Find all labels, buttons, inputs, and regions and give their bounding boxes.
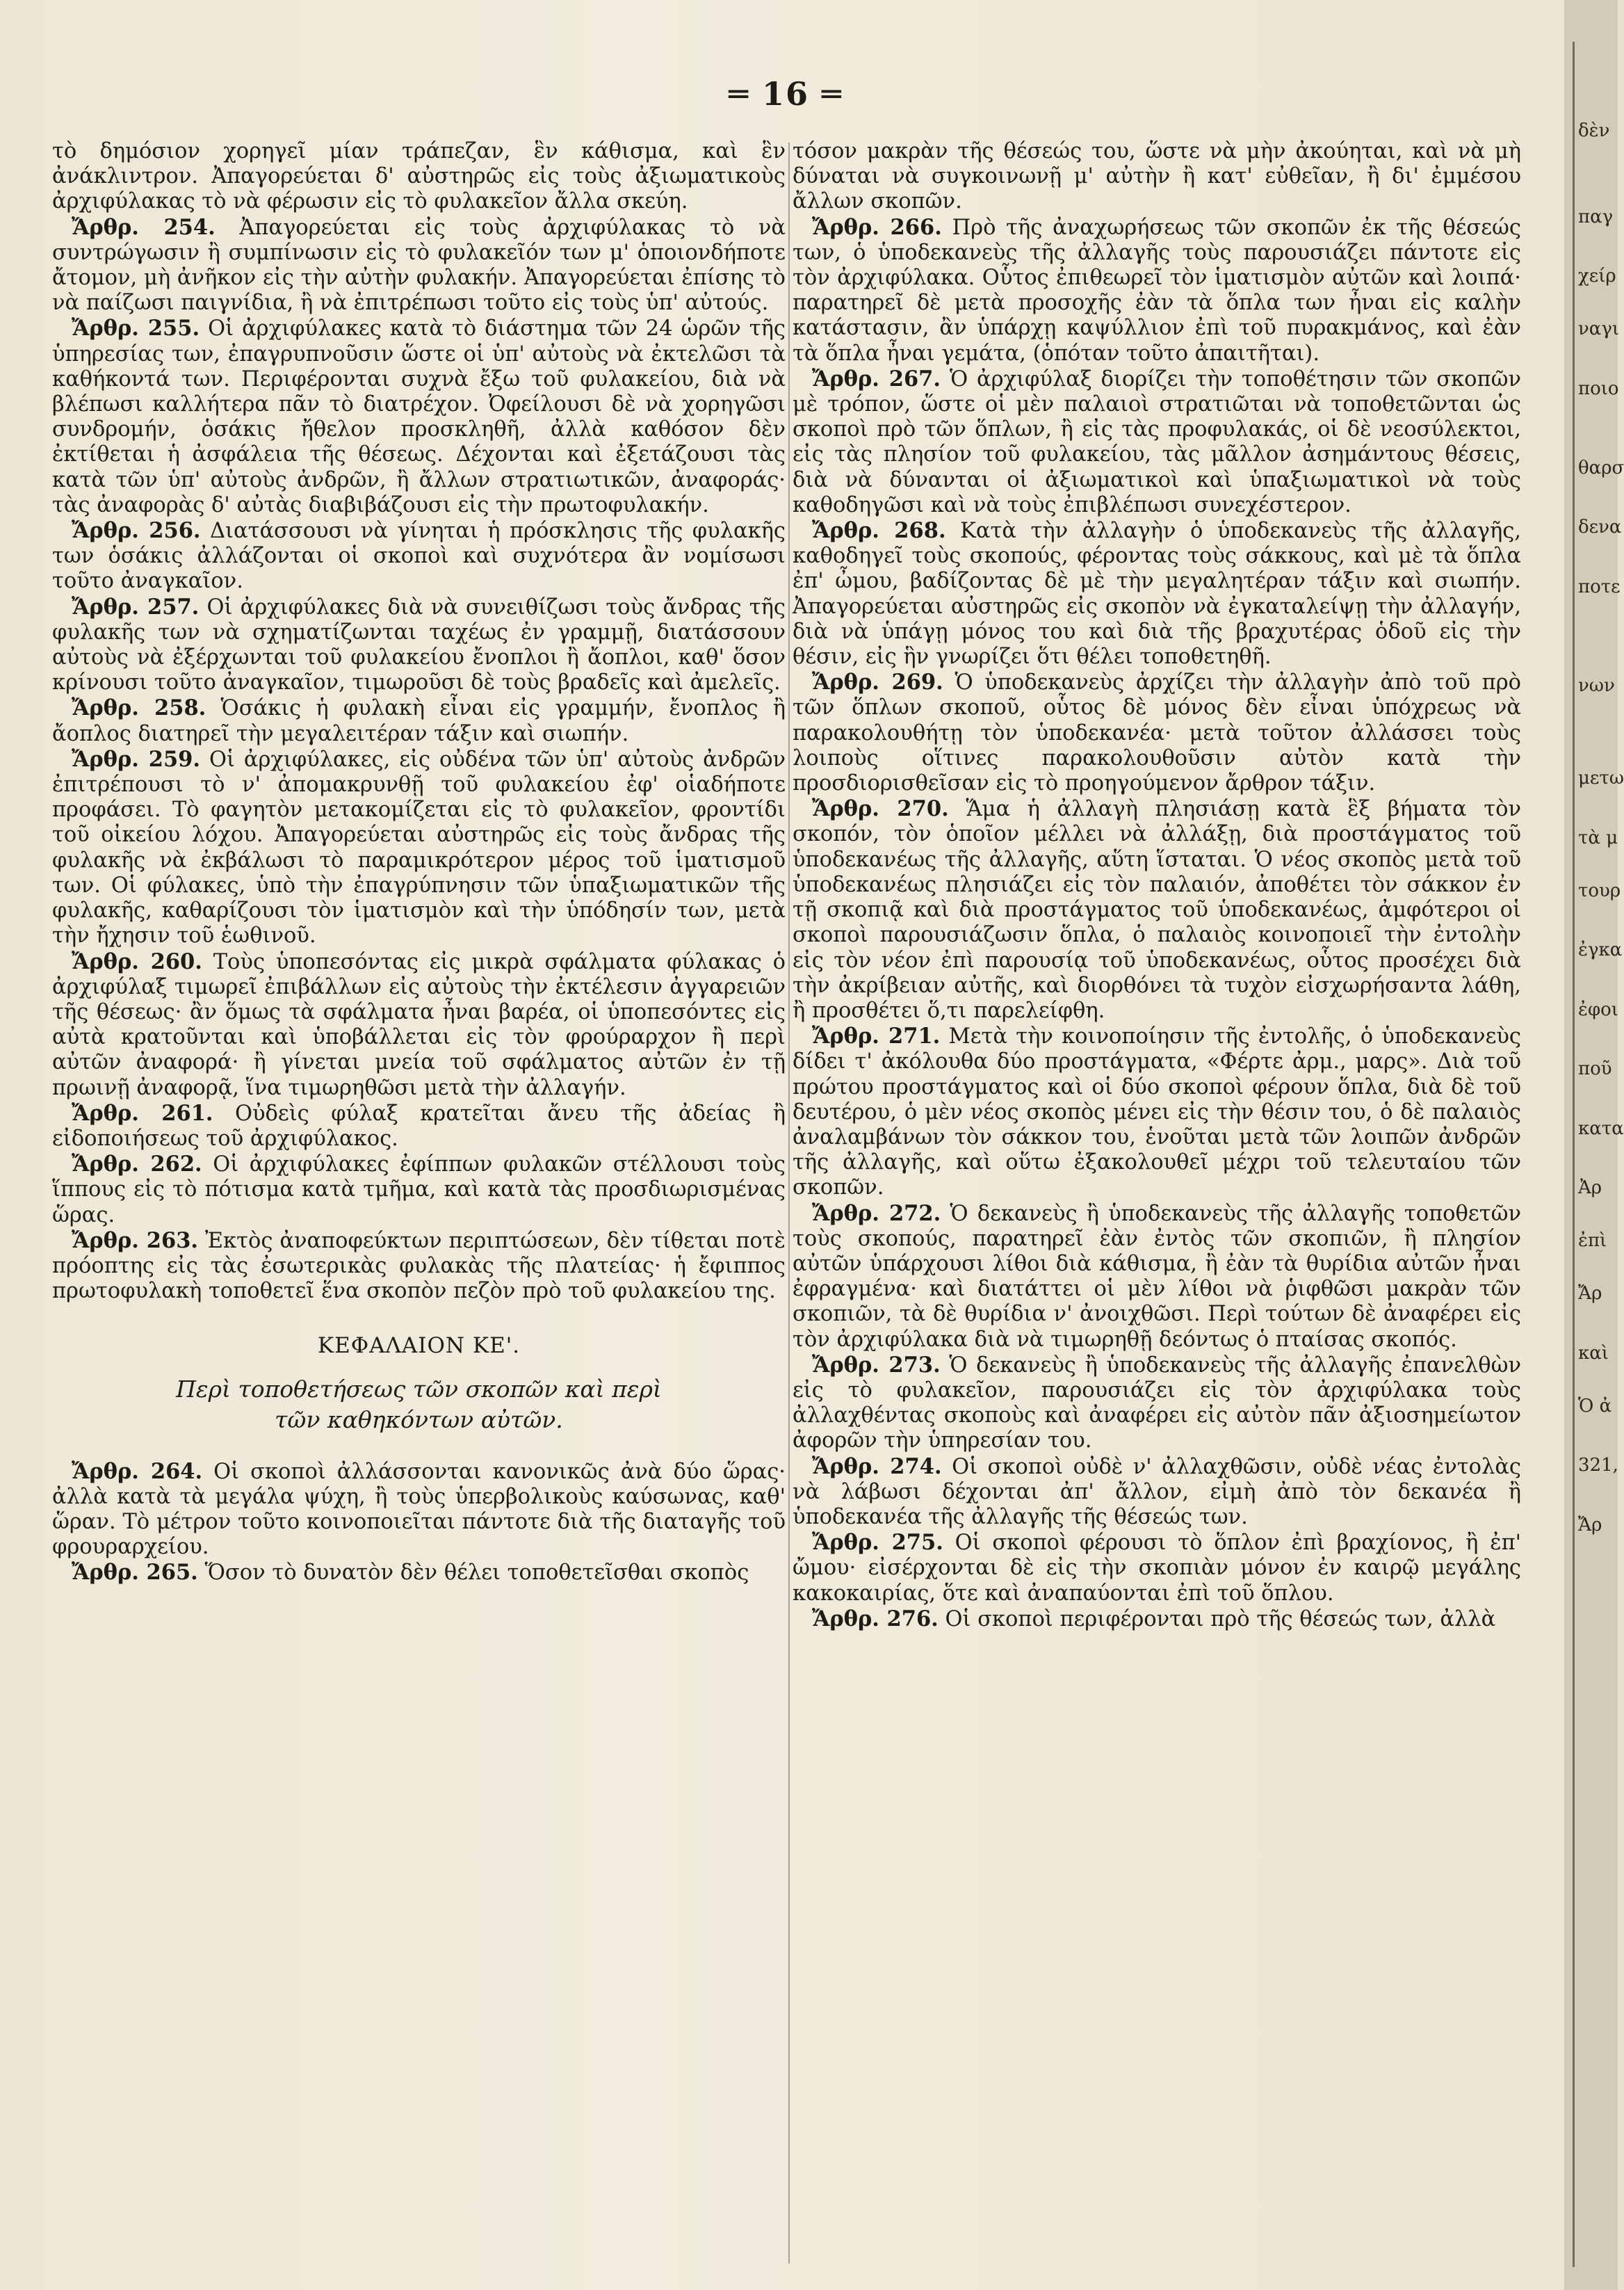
article-paragraph — [52, 316, 786, 518]
adjacent-page-fragment: Ἀρ — [1578, 1177, 1602, 1198]
article-number: Ἄρθρ. 259. — [72, 746, 201, 772]
article-number: Ἄρθρ. 256. — [72, 518, 201, 544]
article-number: Ἄρθρ. 267. — [812, 366, 941, 392]
article-text: Ἅμα ἡ ἀλλαγὴ πλησιάσῃ κατὰ ἓξ βήματα τὸν σκοπόν, τὸν ὁποῖον μέλλει νὰ ἀλλάξῃ, διὰ προστάγματος τοῦ ὑποδεκανέως τῆς ἀλλαγῆς, αὕτη ἵσταται. Ὁ νέος σκοπὸς μετὰ τοῦ ὑποδεκανέως πλησιάζει εἰς τὸν παλαιόν, ἀποθέτει τὸν σάκκον ἐν τῇ σκοπιᾷ καὶ διὰ προστάγματος τοῦ ὑποδεκανέως, ἀμφότεροι οἱ σκοποὶ παρουσιάζωσιν ὅπλα, ὁ παλαιὸς κοινοποιεῖ τὴν ἐντολὴν εἰς τὸν νέον ἐπὶ παρουσίᾳ τοῦ ὑποδεκανέως, οὗτος προσέχει διὰ τὴν ἀκρίβειαν αὐτῆς, καὶ διορθόνει τὰ τυχὸν εἰσχωρήσαντα λάθη, ἢ προσθέτει ὅ,τι παρελείφθη. — [793, 797, 1521, 1023]
article-paragraph — [52, 1152, 786, 1228]
article-number: Ἄρθρ. 255. — [72, 316, 200, 341]
article-text: Οἱ ἀρχιφύλακες ἐφίππων φυλακῶν στέλλουσι τοὺς ἵππους εἰς τὸ πότισμα κατὰ τμῆμα, καὶ κατὰ τὰς προσδιωρισμένας ὥρας. — [52, 1152, 786, 1227]
adjacent-page-fragment: Ὁ ἀ — [1578, 1395, 1612, 1417]
article-paragraph — [793, 1530, 1521, 1606]
article-number: Ἄρθρ. 262. — [72, 1152, 202, 1177]
article-number: Ἄρθρ. 265. — [72, 1560, 198, 1586]
adjacent-page-fragment: νων — [1578, 675, 1615, 696]
article-number: Ἄρθρ. 260. — [72, 949, 202, 974]
article-text: Διατάσσουσι νὰ γίνηται ἡ πρόσκλησις τῆς φυλακῆς των ὁσάκις ἀλλάζονται οἱ σκοποὶ καὶ συχνότερα ἂν νομίσωσι τοῦτο ἀναγκαῖον. — [52, 519, 786, 594]
article-paragraph — [793, 1454, 1521, 1531]
article-text: Μετὰ τὴν κοινοποίησιν τῆς ἐντολῆς, ὁ ὑποδεκανεὺς δίδει τ' ἀκόλουθα δύο προστάγματα, «Φέρτε ἀρμ., μαρς». Διὰ τοῦ πρώτου προστάγματος καὶ οἱ δύο σκοποὶ φέρουν ὅπλα, διὰ δὲ τοῦ δευτέρου, ὁ μὲν νέος σκοπὸς μένει εἰς τὴν θέσιν του, ὁ δὲ παλαιὸς ἀναλαμβάνων τὸν σάκκον του, ἑνοῦται μετὰ τῶν λοιπῶν ἀνδρῶν τῆς ἀλλαγῆς, καὶ οὕτω ἐξακολουθεῖ μέχρι τοῦ τελευταίου τῶν σκοπῶν. — [793, 1024, 1521, 1200]
right-intro-paragraph: τόσον μακρὰν τῆς θέσεώς του, ὥστε νὰ μὴν ἀκούηται, καὶ νὰ μὴ δύναται νὰ συγκοινωνῇ μ' αὐτὴν ἢ κατ' εὐθεῖαν, ἢ δι' ἐμμέσου ἄλλων σκοπῶν. — [793, 139, 1521, 214]
adjacent-page-fragment: τὰ μ — [1578, 827, 1618, 848]
article-paragraph — [52, 215, 786, 316]
article-number: Ἄρθρ. 257. — [72, 594, 200, 620]
adjacent-page-fragment: μετω — [1578, 768, 1624, 789]
article-paragraph — [52, 518, 786, 595]
article-text: Πρὸ τῆς ἀναχωρήσεως τῶν σκοπῶν ἐκ τῆς θέσεώς των, ὁ ὑποδεκανεὺς τῆς ἀλλαγῆς τοὺς παρουσιάζει πάντοτε εἰς τὸν ἀρχιφύλακα. Οὗτος ἐπιθεωρεῖ τὸν ἱματισμὸν αὐτῶν καὶ λοιπά· παρατηρεῖ δὲ μετὰ προσοχῆς ἐὰν τὰ ὅπλα των ἦναι εἰς καλὴν κατάστασιν, ἂν ὑπάρχῃ καψύλλιον ἐπὶ τοῦ πυρακμάνος, καὶ ἐὰν τὰ ὅπλα ἦναι γεμάτα, (ὁπόταν τοῦτο ἀπαιτῆται). — [793, 215, 1521, 366]
adjacent-page-fragment: κατα — [1578, 1118, 1624, 1139]
article-text: Ὁ ἀρχιφύλαξ διορίζει τὴν τοποθέτησιν τῶν σκοπῶν μὲ τρόπον, ὥστε οἱ μὲν παλαιοὶ στρατιῶται νὰ τοποθετῶνται ὡς σκοποὶ πρὸ τῶν ὅπλων, ἢ εἰς τὰς προφυλακάς, οἱ δὲ νεοσύλεκτοι, εἰς τὰς πλησίον τοῦ φυλακείου, τὰς μᾶλλον ἀσημάντους θέσεις, διὰ νὰ δύνανται οἱ ἀξιωματικοὶ καὶ ὑπαξιωματικοὶ νὰ τοὺς καθοδηγῶσι καὶ νὰ τοὺς ἐπιβλέπωσι συνεχέστερον. — [793, 366, 1521, 517]
article-number: Ἄρθρ. 264. — [72, 1458, 203, 1484]
column-divider — [788, 143, 790, 2264]
article-number: Ἄρθρ. 263. — [72, 1227, 199, 1253]
article-paragraph — [793, 1201, 1521, 1353]
adjacent-page-fragment: χείρ — [1578, 266, 1616, 287]
article-paragraph — [793, 518, 1521, 670]
article-text: Ἐκτὸς ἀναποφεύκτων περιπτώσεων, δὲν τίθεται ποτὲ πρόοπτης εἰς τὰς ἐσωτερικὰς φυλακὰς τῆς πλατείας· ἡ ἔφιππος πρωτοφυλακὴ τοποθετεῖ ἕνα σκοπὸν πεζὸν πρὸ τοῦ φυλακείου της. — [52, 1228, 786, 1304]
adjacent-page-fragment: δενα — [1578, 517, 1622, 538]
adjacent-page-fragment: δὲν — [1578, 120, 1610, 141]
article-paragraph — [793, 366, 1521, 518]
article-paragraph — [52, 1459, 786, 1561]
article-text: Οἱ ἀρχιφύλακες, εἰς οὐδένα τῶν ὑπ' αὐτοὺς ἀνδρῶν ἐπιτρέπουσι τὸ ν' ἀπομακρυνθῇ τοῦ φυλακείου ἐφ' οἱαδήποτε προφάσει. Τὸ φαγητὸν μετακομίζεται εἰς τὸ φυλακεῖον, φροντίδι τοῦ οἰκείου λόχου. Ἀπαγορεύεται αὐστηρῶς εἰς τοὺς ἄνδρας τῆς φυλακῆς νὰ ἐκβάλωσι τὸ παραμικρότερον μέρος τοῦ ἱματισμοῦ των. Οἱ φύλακες, ὑπὸ τὴν ἐπαγρύπνησιν τῶν ὑπαξιωματικῶν τῆς φυλακῆς, καθαρίζουσι τὸν ἱματισμὸν καὶ τὴν ὑπόδησίν των, μετὰ τὴν ἤχησιν τοῦ ἑωθινοῦ. — [52, 747, 786, 949]
adjacent-page-fragment: καὶ — [1578, 1342, 1609, 1364]
article-paragraph — [52, 949, 786, 1101]
article-text: Οἱ σκοποὶ ἀλλάσσονται κανονικῶς ἀνὰ δύο ὥρας· ἀλλὰ κατὰ τὰ μεγάλα ψύχη, ἢ τοὺς ὑπερβολικοὺς καύσωνας, καθ' ὥραν. Τὸ μέτρον τοῦτο κοινοποιεῖται πάντοτε διὰ τῆς διαταγῆς τοῦ φρουραρχείου. — [52, 1459, 786, 1560]
adjacent-page-fragment: παγ — [1578, 206, 1614, 227]
right-articles — [793, 215, 1521, 1632]
adjacent-page-fragment: ποτε — [1578, 576, 1621, 597]
article-number: Ἄρθρ. 270. — [812, 796, 949, 822]
article-paragraph — [52, 595, 786, 696]
article-number: Ἄρθρ. 272. — [812, 1200, 941, 1226]
left-articles-after — [52, 1459, 786, 1586]
chapter-subtitle-line-1: Περὶ τοποθετήσεως τῶν σκοπῶν καὶ περὶ — [176, 1375, 662, 1403]
article-paragraph — [52, 1228, 786, 1305]
article-number: Ἄρθρ. 268. — [812, 518, 946, 544]
article-text: Ὁσάκις ἡ φυλακὴ εἶναι εἰς γραμμήν, ἔνοπλος ἢ ἄοπλος διατηρεῖ τὴν μεγαλειτέραν τάξιν καὶ σιωπήν. — [52, 696, 786, 746]
article-paragraph — [52, 695, 786, 746]
article-text: Οἱ σκοποὶ φέρουσι τὸ ὅπλον ἐπὶ βραχίονος, ἢ ἐπ' ὤμου· εἰσέρχονται δὲ εἰς τὴν σκοπιὰν μόνον ἐν καιρῷ μεγάλης κακοκαιρίας, ὅτε καὶ ἀναπαύονται ἐπὶ τοῦ ὅπλου. — [793, 1531, 1521, 1606]
left-articles-before — [52, 215, 786, 1305]
adjacent-page-fragment: Ἄρ — [1578, 1283, 1602, 1304]
article-paragraph — [52, 1101, 786, 1152]
article-paragraph — [52, 747, 786, 949]
article-paragraph — [793, 215, 1521, 366]
article-text: Κατὰ τὴν ἀλλαγὴν ὁ ὑποδεκανεὺς τῆς ἀλλαγῆς, καθοδηγεῖ τοὺς σκοπούς, φέροντας τοὺς σάκκους, καὶ μὲ τὰ ὅπλα ἐπ' ὦμου, βαδίζοντας δὲ μὲ τὴν μεγαλητέραν τάξιν καὶ σιωπήν. Ἀπαγορεύεται αὐστηρῶς εἰς σκοπὸν νὰ ἐγκαταλείψῃ τὴν ἀλλαγήν, διὰ νὰ ὑπάγῃ μόνος του καὶ διὰ τῆς βραχυτέρας ὁδοῦ εἰς τὴν θέσιν, εἰς ἣν γνωρίζει ὅτι θέλει τοποθετηθῆ. — [793, 519, 1521, 670]
article-text: Τοὺς ὑποπεσόντας εἰς μικρὰ σφάλματα φύλακας ὁ ἀρχιφύλαξ τιμωρεῖ ἐπιβάλλων εἰς αὐτοὺς τὴν ἐκτέλεσιν ἀγγαρειῶν τῆς θέσεως· ἂν ὅμως τὰ σφάλματα ἦναι βαρέα, οἱ ὑποπεσόντες εἰς αὐτὰ κρατοῦνται καὶ ὑποβάλλεται εἰς τὸν φρούραρχον ἢ περὶ αὐτῶν ἀναφορά· ἢ γίνεται μνεία τοῦ σφάλματος αὐτῶν ἐν τῇ πρωινῇ ἀναφορᾷ, ἵνα τιμωρηθῶσι μετὰ τὴν ἀλλαγήν. — [52, 949, 786, 1100]
article-paragraph — [793, 670, 1521, 796]
chapter-subtitle — [52, 1374, 786, 1435]
article-text: Ὁ δεκανεὺς ἢ ὑποδεκανεὺς τῆς ἀλλαγῆς τοποθετῶν τοὺς σκοπούς, παρατηρεῖ ἐὰν ἐντὸς τῶν σκοπιῶν, ἢ πλησίον αὐτῶν ὑπάρχουσι λίθοι διὰ κάθισμα, ἢ ἐὰν τὰ θυρίδια αὐτῶν ἦναι ἐφραγμένα· καὶ διατάττει οἱ μὲν λίθοι νὰ ῥιφθῶσι μακρὰν τῶν σκοπιῶν, τὰ δὲ θυρίδια ν' ἀνοιχθῶσι. Περὶ τούτων δὲ ἀναφέρει εἰς τὸν ἀρχιφύλακα διὰ νὰ τιμωρηθῇ δεόντως ὁ πταίσας σκοπός. — [793, 1201, 1521, 1352]
chapter-subtitle-line-2: τῶν καθηκόντων αὐτῶν. — [275, 1405, 563, 1433]
left-intro-paragraph: τὸ δημόσιον χορηγεῖ μίαν τράπεζαν, ἓν κάθισμα, καὶ ἓν ἀνάκλιντρον. Ἀπαγορεύεται δ' αὐστηρῶς εἰς τοὺς ἀξιωματικοὺς ἀρχιφύλακας τὸ νὰ φέρωσιν εἰς τὸ φυλακεῖον ἄλλα σκεύη. — [52, 139, 786, 214]
article-paragraph — [793, 1606, 1521, 1632]
adjacent-page-fragment: θαρσ — [1578, 457, 1624, 478]
adjacent-page-fragment: ναγι — [1578, 318, 1620, 339]
left-column — [52, 139, 786, 1586]
article-text: Οἱ ἀρχιφύλακες κατὰ τὸ διάστημα τῶν 24 ὡρῶν τῆς ὑπηρεσίας των, ἐπαγρυπνοῦσιν ὥστε οἱ ὑπ' αὐτοὺς νὰ ἐκτελῶσι τὰ καθήκοντά των. Περιφέρονται συχνὰ ἔξω τοῦ φυλακείου, διὰ νὰ βλέπωσι καλλήτερα πᾶν τὸ διατρέχον. Ὀφείλουσι δὲ νὰ χορηγῶσι συνδρομήν, ὁσάκις ἤθελον προσκληθῆ, ἀλλὰ καθόσον δὲν ἐκτίθεται ἡ ἀσφάλεια τῆς θέσεως. Δέχονται καὶ ἐξετάζουσι τὰς κατὰ τῶν ὑπ' αὐτοὺς ἀνδρῶν, ἢ ἄλλων στρατιωτικῶν, ἀναφοράς· τὰς ἀναφορὰς δ' αὐτὰς διαβιβάζουσι εἰς τὴν πρωτοφυλακήν. — [52, 316, 786, 517]
adjacent-page-fragment: ποιο — [1578, 378, 1619, 399]
article-number: Ἄρθρ. 254. — [72, 214, 216, 240]
article-text: Ὅσον τὸ δυνατὸν δὲν θέλει τοποθετεῖσθαι σκοπὸς — [204, 1561, 749, 1586]
article-text: Ἀπαγορεύεται εἰς τοὺς ἀρχιφύλακας τὸ νὰ συντρώγωσιν ἢ συμπίνωσιν εἰς τὸ φυλακεῖόν των μ' ὁποιονδήποτε ἄτομον, μὴ ἀνῆκον εἰς τὴν αὐτὴν φυλακήν. Ἀπαγορεύεται ἐπίσης τὸ νὰ παίζωσι παιγνίδια, ἢ νὰ ἐπιτρέπωσι τοῦτο εἰς τοὺς ὑπ' αὐτούς. — [52, 215, 786, 316]
article-number: Ἄρθρ. 273. — [812, 1352, 941, 1378]
article-number: Ἄρθρ. 266. — [812, 214, 942, 240]
adjacent-page-fragment: ἐφοι — [1578, 999, 1619, 1020]
article-text: Οἱ σκοποὶ περιφέρονται πρὸ τῆς θέσεώς των, ἀλλὰ — [945, 1606, 1496, 1631]
article-number: Ἄρθρ. 271. — [812, 1024, 941, 1049]
article-text: Οἱ ἀρχιφύλακες διὰ νὰ συνειθίζωσι τοὺς ἄνδρας τῆς φυλακῆς των νὰ σχηματίζωνται ταχέως ἐν γραμμῇ, διατάσσουν αὐτοὺς νὰ ἐξέρχωνται τοῦ φυλακείου ἔνοπλοι ἢ ἄοπλοι, καθ' ὅσον κρίνουσι τοῦτο ἀναγκαῖον, τιμωροῦσι δὲ τοὺς βραδεῖς καὶ ἀμελεῖς. — [52, 595, 786, 695]
page-number: ═ 16 ═ — [729, 75, 843, 113]
adjacent-page-fragment: ἐγκα — [1578, 940, 1623, 960]
chapter-title: ΚΕΦΑΛΑΙΟΝ ΚΕ'. — [317, 1333, 521, 1359]
article-number: Ἄρθρ. 269. — [812, 670, 943, 695]
article-number: Ἄρθρ. 274. — [812, 1453, 942, 1479]
adjacent-page-fragment: Ἄρ — [1578, 1514, 1602, 1535]
article-number: Ἄρθρ. 276. — [812, 1606, 939, 1631]
article-paragraph — [52, 1560, 786, 1586]
adjacent-page-fragment: ποῦ — [1578, 1058, 1612, 1079]
article-text: Οὐδεὶς φύλαξ κρατεῖται ἄνευ τῆς ἀδείας ἢ εἰδοποιήσεως τοῦ ἀρχιφύλακος. — [52, 1101, 786, 1151]
article-paragraph — [793, 1024, 1521, 1200]
article-number: Ἄρθρ. 275. — [812, 1530, 943, 1556]
article-paragraph — [793, 1353, 1521, 1454]
article-text: Ὁ δεκανεὺς ἢ ὑποδεκανεὺς τῆς ἀλλαγῆς ἐπανελθὼν εἰς τὸ φυλακεῖον, παρουσιάζει εἰς τὸν ἀρχιφύλακα τοὺς ἀλλαχθέντας σκοποὺς καὶ ἀναφέρει εἰς αὐτὸν πᾶν ἀξιοσημείωτον ἀφορῶν τὴν ὑπηρεσίαν του. — [793, 1353, 1521, 1453]
right-column — [793, 139, 1521, 1632]
adjacent-page-fragment: ἐπὶ — [1578, 1230, 1607, 1251]
article-text: Ὁ ὑποδεκανεὺς ἀρχίζει τὴν ἀλλαγὴν ἀπὸ τοῦ πρὸ τῶν ὅπλων σκοποῦ, οὗτος δὲ μόνος δὲν εἶναι ὑπόχρεως νὰ παρακολουθήτῃ τὸν ὑποδεκανέα· μετὰ τοῦτον ἀλλάσσει τοὺς λοιποὺς οἵτινες παρακολουθοῦσιν αὐτὸν κατὰ τὴν προσδιορισθεῖσαν εἰς τὸ προηγούμενον ἄρθρον τάξιν. — [793, 670, 1521, 796]
article-paragraph — [793, 796, 1521, 1024]
article-number: Ἄρθρ. 258. — [72, 695, 206, 721]
article-text: Οἱ σκοποὶ οὐδὲ ν' ἀλλαχθῶσιν, οὐδὲ νέας ἐντολὰς νὰ λάβωσι δέχονται ἀπ' ἄλλον, εἰμὴ ἀπὸ τὸν δεκανέα ἢ ὑποδεκανέα τῆς ἀλλαγῆς τῆς θέσεώς των. — [793, 1454, 1522, 1529]
adjacent-page-rule — [1573, 42, 1575, 2267]
adjacent-page-fragment: τουρ — [1578, 880, 1621, 901]
adjacent-page-fragment: 321, — [1578, 1455, 1618, 1476]
article-number: Ἄρθρ. 261. — [72, 1100, 213, 1126]
